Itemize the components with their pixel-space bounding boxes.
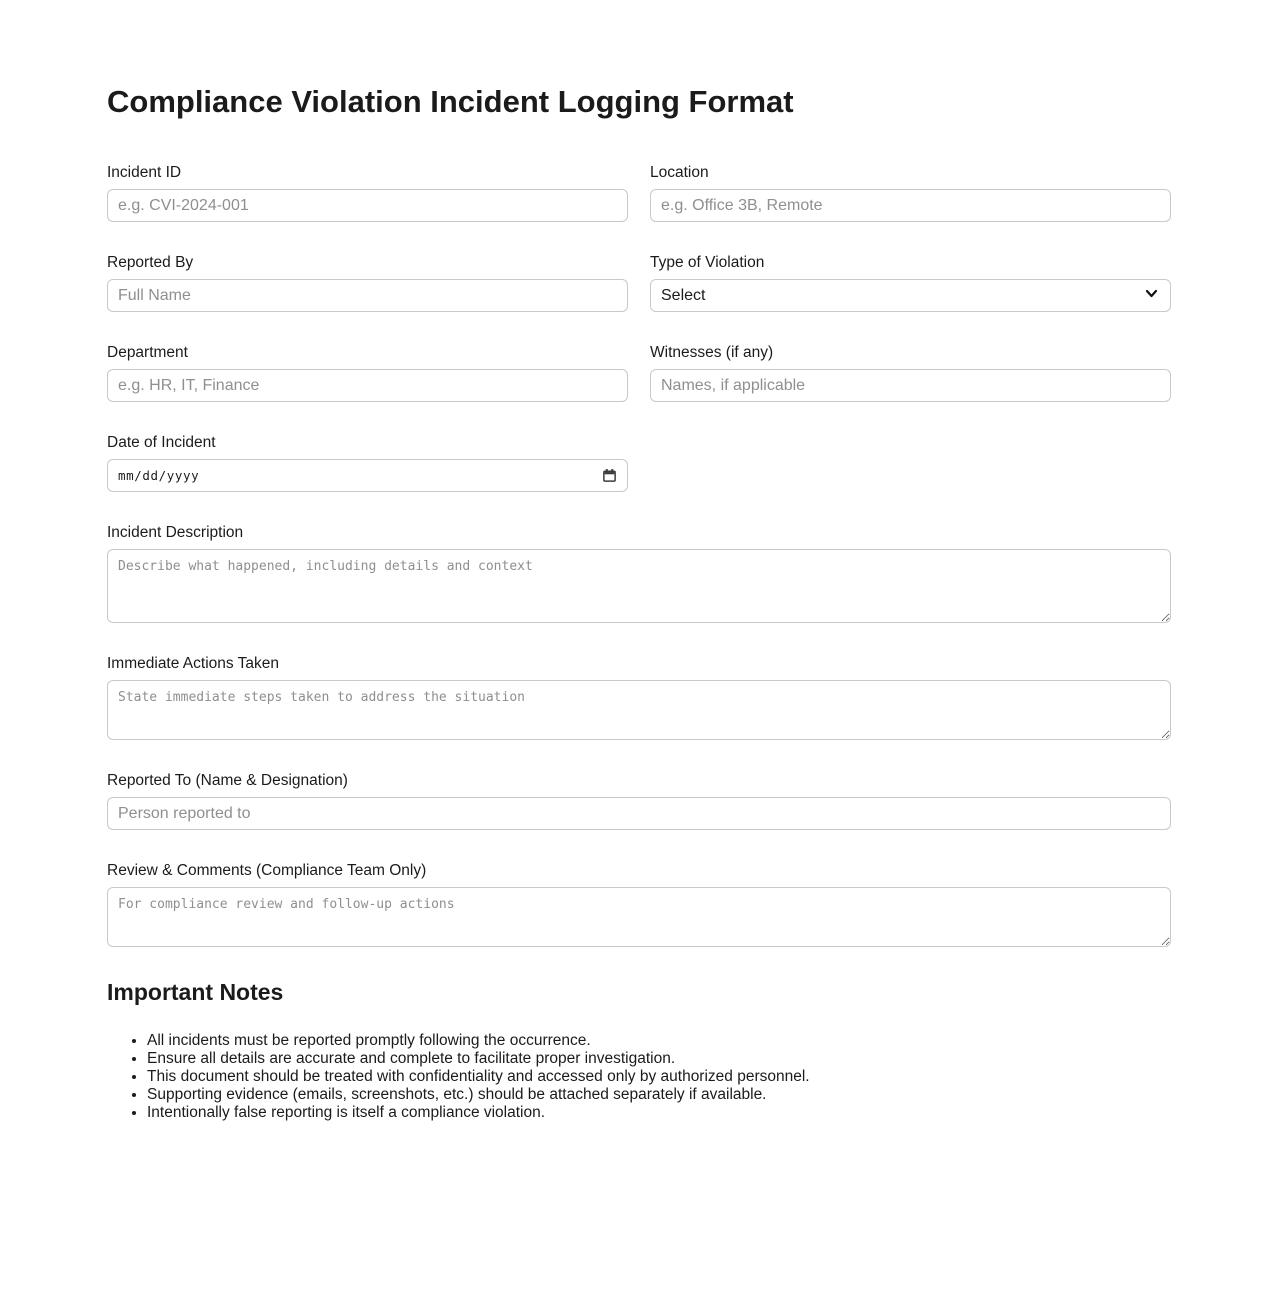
type-of-violation-selected-value: Select — [661, 286, 706, 304]
note-item: • Ensure all details are accurate and complete to facilitate proper investigation. — [147, 1050, 1171, 1068]
department-input[interactable] — [107, 369, 628, 402]
type-of-violation-label: Type of Violation — [650, 254, 765, 271]
incident-description-textarea[interactable] — [107, 549, 1171, 623]
form-row-2 — [107, 254, 1171, 312]
incident-description-field-group — [107, 524, 1171, 623]
form-row-4 — [107, 434, 1171, 492]
location-input[interactable] — [650, 189, 1171, 222]
immediate-actions-label: Immediate Actions Taken — [107, 655, 280, 672]
location-label: Location — [650, 164, 709, 181]
witnesses-label: Witnesses (if any) — [650, 344, 774, 361]
immediate-actions-textarea[interactable] — [107, 680, 1171, 740]
department-field-group — [107, 344, 628, 402]
review-comments-field-group — [107, 862, 1171, 947]
reported-to-field-group — [107, 772, 1171, 830]
note-item: • Intentionally false reporting is itself a compliance violation. — [147, 1104, 1171, 1122]
type-of-violation-field-group — [650, 254, 1171, 312]
note-item: • This document should be treated with confidentiality and accessed only by authorized personnel. — [147, 1068, 1171, 1086]
review-comments-textarea[interactable] — [107, 887, 1171, 947]
reported-to-input[interactable] — [107, 797, 1171, 830]
date-of-incident-label: Date of Incident — [107, 434, 216, 451]
reported-to-label: Reported To (Name & Designation) — [107, 772, 348, 789]
date-of-incident-field-group — [107, 434, 628, 492]
reported-by-field-group — [107, 254, 628, 312]
incident-id-input[interactable] — [107, 189, 628, 222]
page-title: Compliance Violation Incident Logging Format — [107, 84, 794, 119]
type-of-violation-select[interactable] — [650, 279, 1171, 312]
form-page — [107, 0, 1171, 1202]
date-of-incident-input[interactable] — [107, 459, 628, 492]
form-row-1 — [107, 164, 1171, 222]
location-field-group — [650, 164, 1171, 222]
incident-id-field-group — [107, 164, 628, 222]
immediate-actions-field-group — [107, 655, 1171, 740]
note-item: • All incidents must be reported promptly following the occurrence. — [147, 1032, 1171, 1050]
review-comments-label: Review & Comments (Compliance Team Only) — [107, 862, 427, 879]
reported-by-input[interactable] — [107, 279, 628, 312]
calendar-icon[interactable] — [602, 468, 617, 483]
form-row-3 — [107, 344, 1171, 402]
incident-id-label: Incident ID — [107, 164, 182, 181]
witnesses-input[interactable] — [650, 369, 1171, 402]
department-label: Department — [107, 344, 188, 361]
witnesses-field-group — [650, 344, 1171, 402]
chevron-down-icon — [1145, 287, 1158, 305]
incident-description-label: Incident Description — [107, 524, 244, 541]
reported-by-label: Reported By — [107, 254, 194, 271]
date-value: mm/dd/yyyy — [118, 468, 200, 483]
row-spacer — [650, 434, 1171, 492]
important-notes-heading: Important Notes — [107, 979, 284, 1005]
note-item: • Supporting evidence (emails, screenshots, etc.) should be attached separately if available. — [147, 1086, 1171, 1104]
important-notes-list — [107, 1032, 1171, 1122]
